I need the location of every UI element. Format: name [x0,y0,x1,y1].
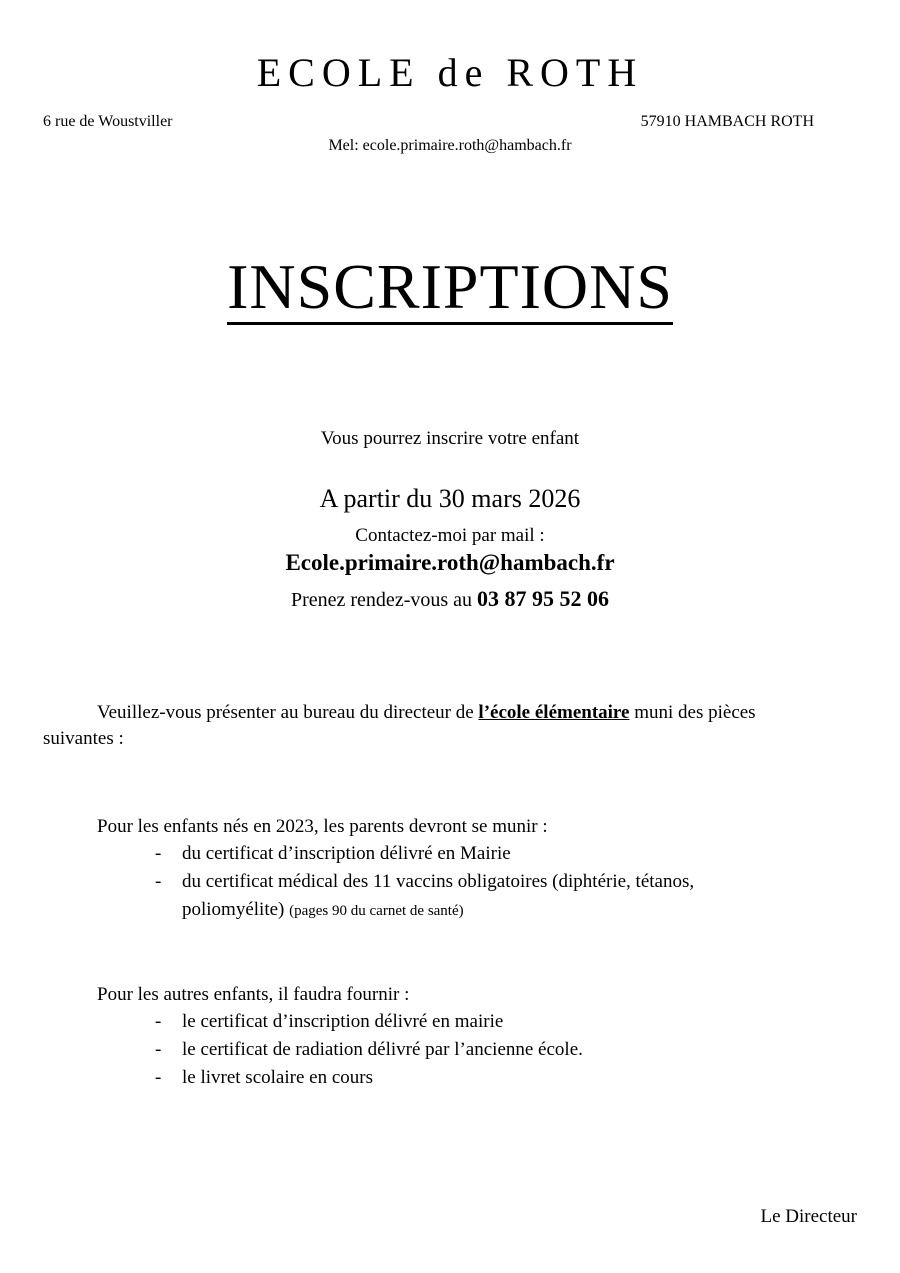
page-title-text: INSCRIPTIONS [227,251,673,325]
phone-line [0,586,900,612]
presentation-emphasis: l’école élémentaire [478,702,630,723]
school-address-street: 6 rue de Woustviller [43,113,173,130]
list-item-continuation-text: poliomyélite) [182,899,285,920]
phone-number: 03 87 95 52 06 [477,586,610,611]
school-address-city: 57910 HAMBACH ROTH [640,113,814,130]
list-item-continuation [182,899,464,921]
contact-label: Contactez-moi par mail : [355,525,545,546]
school-name: ECOLE de ROTH [256,50,644,95]
announcement-date: A partir du 30 mars 2026 [319,484,581,513]
list-bullet: - [155,1039,162,1060]
list-item: du certificat d’inscription délivré en Mairie [182,843,511,864]
presentation-after: muni des pièces [634,702,756,723]
list-bullet: - [155,843,162,864]
list-item: le livret scolaire en cours [182,1067,373,1088]
announcement-intro: Vous pourrez inscrire votre enfant [320,428,580,449]
presentation-line-2: suivantes : [43,728,124,749]
school-mail-line: Mel: ecole.primaire.roth@hambach.fr [328,137,572,154]
group-others-heading: Pour les autres enfants, il faudra fournir : [97,984,410,1005]
list-item: du certificat médical des 11 vaccins obligatoires (diphtérie, tétanos, [182,871,695,892]
list-item: le certificat de radiation délivré par l’ancienne école. [182,1039,583,1060]
phone-prefix: Prenez rendez-vous au [290,589,473,611]
contact-email: Ecole.primaire.roth@hambach.fr [285,550,615,575]
group-2023-heading: Pour les enfants nés en 2023, les parents devront se munir : [97,816,548,837]
list-bullet: - [155,1067,162,1088]
list-item: le certificat d’inscription délivré en mairie [182,1011,504,1032]
list-bullet: - [155,871,162,892]
presentation-before: Veuillez-vous présenter au bureau du directeur de [97,702,474,723]
page-title [0,248,900,326]
signature: Le Directeur [760,1206,857,1227]
list-item-note: (pages 90 du carnet de santé) [289,903,464,919]
presentation-line-1 [97,702,756,724]
list-bullet: - [155,1011,162,1032]
